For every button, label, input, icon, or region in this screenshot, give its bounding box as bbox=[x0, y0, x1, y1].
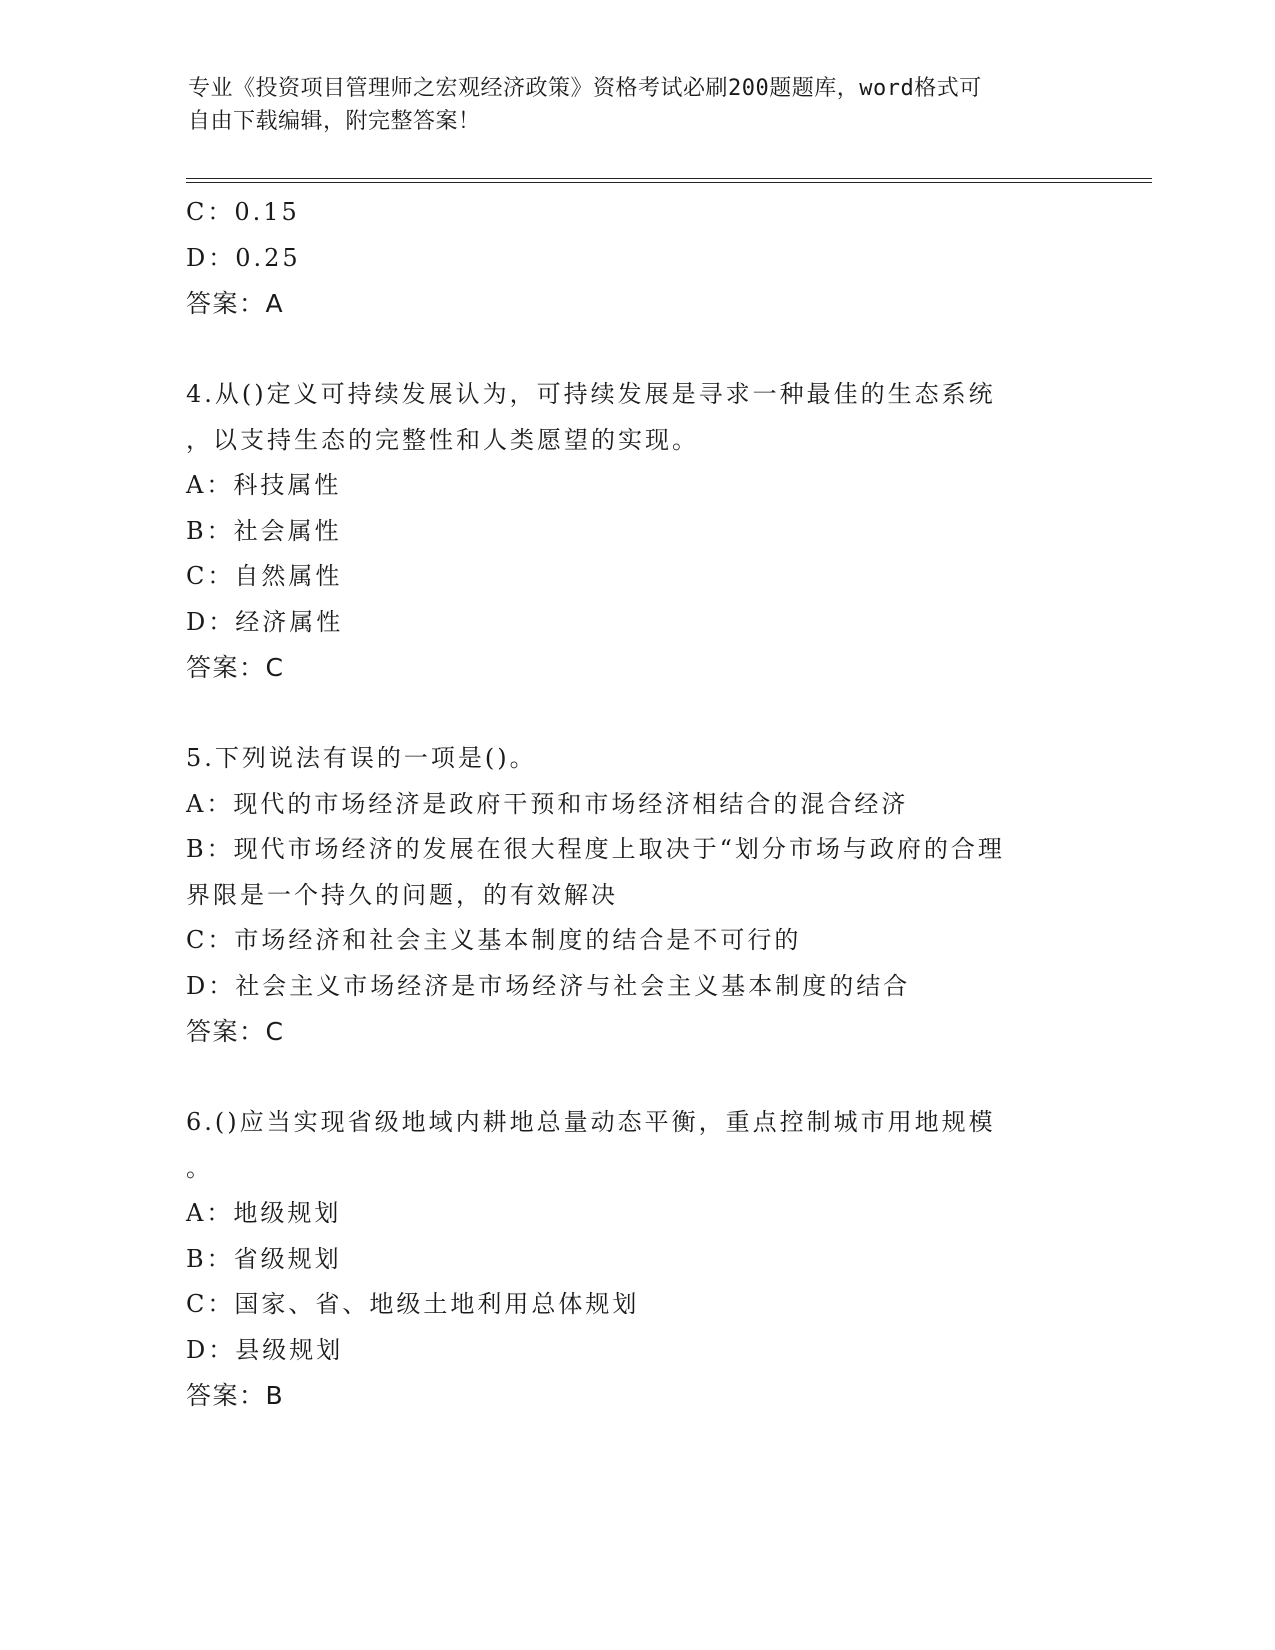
spacer bbox=[186, 691, 1086, 737]
question-stem-continued: ，以支持生态的完整性和人类愿望的实现。 bbox=[186, 425, 699, 454]
header-line-2: 自由下载编辑，附完整答案！ bbox=[188, 109, 481, 134]
question-5 bbox=[186, 736, 1086, 1055]
option-a: A：现代的市场经济是政府干预和市场经济相结合的混合经济 bbox=[186, 789, 909, 818]
document-header bbox=[188, 72, 1068, 138]
option-d: D：经济属性 bbox=[186, 607, 344, 636]
answer: 答案：C bbox=[186, 653, 285, 682]
spacer bbox=[186, 1055, 1086, 1101]
header-rule-top bbox=[186, 178, 1152, 179]
option-d: D：县级规划 bbox=[186, 1335, 344, 1364]
question-stem-continued: 。 bbox=[186, 1153, 213, 1182]
answer: 答案：A bbox=[186, 289, 285, 318]
option-d: D：0.25 bbox=[186, 243, 301, 272]
option-c: C：国家、省、地级土地利用总体规划 bbox=[186, 1290, 640, 1318]
option-a: A：科技属性 bbox=[186, 471, 342, 499]
header-rule-bottom bbox=[186, 182, 1152, 183]
question-content bbox=[186, 190, 1086, 1419]
option-b: B：省级规划 bbox=[186, 1244, 342, 1273]
spacer bbox=[186, 327, 1086, 373]
option-c: C：0.15 bbox=[186, 198, 300, 226]
option-a: A：地级规划 bbox=[186, 1199, 342, 1227]
option-c: C：自然属性 bbox=[186, 562, 343, 590]
option-b: B：社会属性 bbox=[186, 516, 342, 545]
option-b-continued: 界限是一个持久的问题，的有效解决 bbox=[186, 880, 618, 909]
header-line-1: 专业《投资项目管理师之宏观经济政策》资格考试必刷200题题库，word格式可 bbox=[188, 76, 982, 101]
question-stem: 4.从()定义可持续发展认为，可持续发展是寻求一种最佳的生态系统 bbox=[186, 380, 996, 408]
question-6 bbox=[186, 1100, 1086, 1419]
question-4 bbox=[186, 372, 1086, 691]
answer: 答案：B bbox=[186, 1381, 285, 1410]
question-stem: 5.下列说法有误的一项是()。 bbox=[186, 744, 537, 772]
option-d: D：社会主义市场经济是市场经济与社会主义基本制度的结合 bbox=[186, 971, 911, 1000]
option-b: B：现代市场经济的发展在很大程度上取决于“划分市场与政府的合理 bbox=[186, 835, 1005, 863]
answer: 答案：C bbox=[186, 1017, 285, 1046]
question-3-tail bbox=[186, 190, 1086, 327]
option-c: C：市场经济和社会主义基本制度的结合是不可行的 bbox=[186, 926, 802, 954]
question-stem: 6.()应当实现省级地域内耕地总量动态平衡，重点控制城市用地规模 bbox=[186, 1108, 996, 1136]
